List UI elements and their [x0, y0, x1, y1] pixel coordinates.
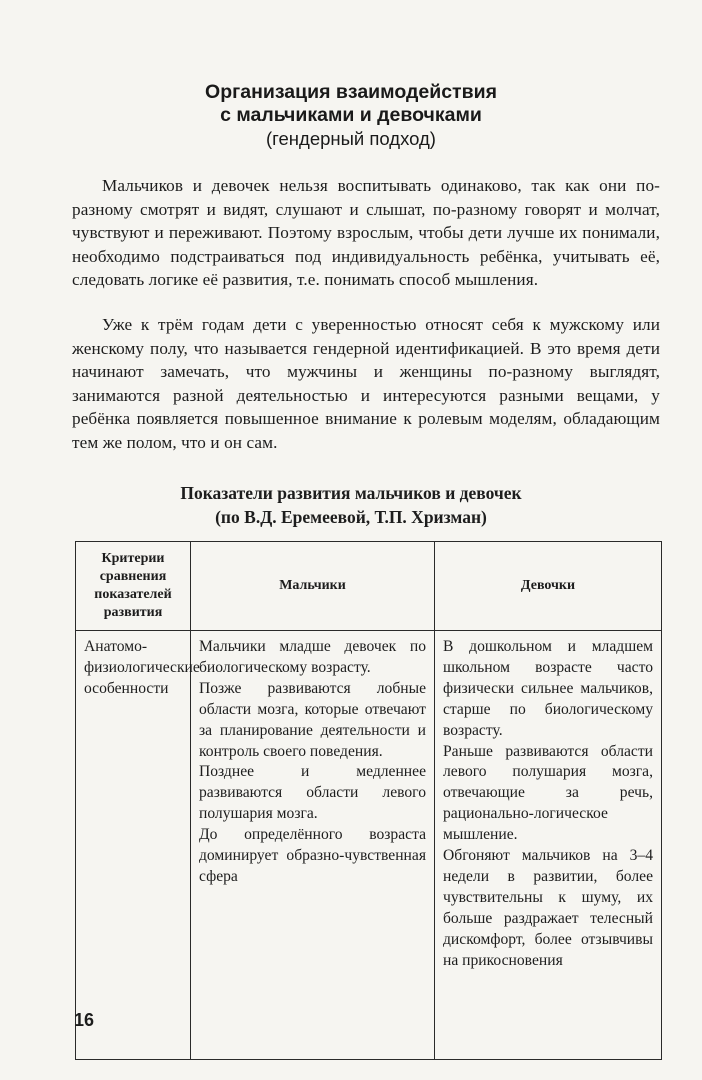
- heading-subtitle: (гендерный подход): [266, 128, 436, 149]
- heading-title-line2: с мальчиками и девочками: [220, 104, 482, 126]
- girls-item-2: Раньше развиваются области левого полушария мозга, отвечающие за речь, рационально-логическое мышление.: [443, 742, 653, 844]
- boys-item-3: Позднее и медленнее развиваются области левого полушария мозга.: [199, 763, 426, 823]
- header-girls: Девочки: [435, 542, 662, 631]
- girls-item-3: Обгоняют мальчиков на 3–4 недели в развитии, более чувствительны к шуму, их больше раздражает телесный дискомфорт, более отзывчивы на прикосновения: [443, 847, 653, 969]
- page-number: 16: [74, 1010, 95, 1030]
- boys-item-4: До определённого возраста доминирует образно-чувственная сфера: [199, 826, 426, 885]
- cell-girls: [435, 631, 662, 1060]
- cell-criterion: [76, 631, 200, 1060]
- table-title-line1: Показатели развития мальчиков и девочек: [180, 483, 522, 503]
- table-title: [0, 482, 702, 529]
- table-header-row: [76, 542, 662, 631]
- boys-item-2: Позже развиваются лобные области мозга, которые отвечают за планирование деятельности и контроль своего поведения.: [199, 679, 426, 760]
- body-paragraph-2: Уже к трём годам дети с уверенностью относят себя к мужскому или женскому полу, что называется гендерной идентификацией. В это время дети начинают замечать, что мужчины и женщины по-разному выглядят, занимаются разной деятельностью и интересуются разными вещами, у ребёнка появляется повышенное внимание к ролевым моделям, обладающим тем же полом, что и он сам.: [72, 315, 660, 452]
- header-criteria: Критерии сравнения показателей развития: [76, 542, 191, 631]
- section-heading: [0, 81, 702, 150]
- body-paragraph-1: Мальчиков и девочек нельзя воспитывать одинаково, так как они по-разному смотрят и видят, слушают и слышат, по-разному говорят и молчат, чувствуют и переживают. Поэтому взрослым, чтобы дети лучше их понимали, необходимо подстраиваться под индивидуальность ребёнка, учитывать её, следовать логике её развития, т.е. понимать способ мышления.: [72, 176, 660, 290]
- header-boys: Мальчики: [191, 542, 435, 631]
- girls-item-1: В дошкольном и младшем школьном возрасте часто физически сильнее мальчиков, старше по биологическому возрасту.: [443, 638, 653, 739]
- heading-title-line1: Организация взаимодействия: [205, 81, 497, 103]
- table-row: [76, 631, 662, 1060]
- comparison-table: [75, 541, 662, 1060]
- cell-boys: [191, 631, 435, 1060]
- boys-item-1: Мальчики младше девочек по биологическому возрасту.: [199, 638, 426, 676]
- table-title-line2: (по В.Д. Еремеевой, Т.П. Хризман): [215, 506, 487, 527]
- criterion-text: Анатомо-физиологические особенности: [84, 638, 200, 697]
